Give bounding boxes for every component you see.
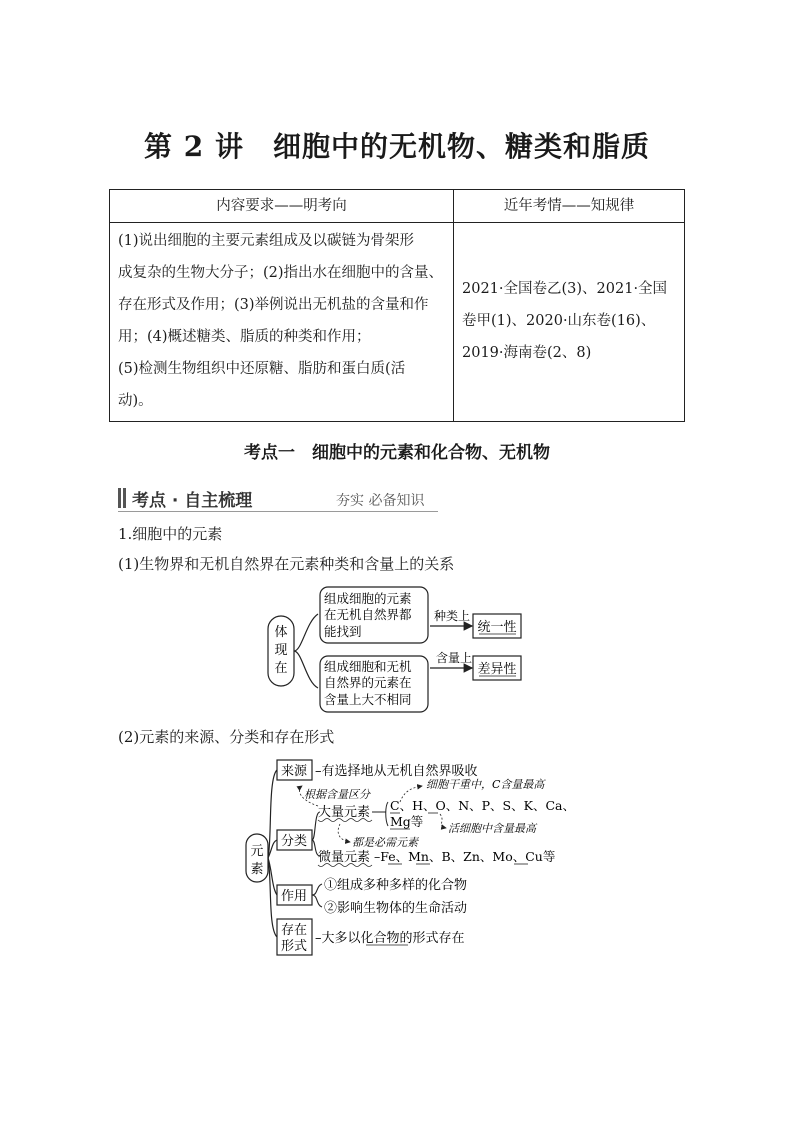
requirement-line: 动)。 [118,393,153,409]
major-elements: C、H、O、N、P、S、K、Ca、 [390,798,575,813]
root-char: 元 [250,844,264,859]
source-text: –有选择地从无机自然界吸收 [315,764,478,779]
root-char: 现 [274,643,288,658]
note-basis: 根据含量区分 [304,788,370,801]
brace-line [386,802,388,826]
note-arrow-fresh [440,814,446,828]
paragraph-elements: 1.细胞中的元素 [118,525,223,543]
section-heading: 考点一 细胞中的元素和化合物、无机物 [244,443,550,463]
root-char: 在 [274,661,288,676]
requirement-line: (5)检测生物组织中还原糖、脂肪和蛋白质(活 [118,361,406,377]
brace-line [312,895,322,907]
form-label: 存在 [280,923,308,938]
requirement-line: 成复杂的生物大分子；(2)指出水在细胞中的含量、 [118,265,444,281]
box-line: 组成细胞的元素 [324,591,412,606]
class-label: 分类 [280,834,308,849]
lecture-title: 第 2 讲 细胞中的无机物、糖类和脂质 [144,130,650,163]
requirement-line: 存在形式及作用；(3)举例说出无机盐的含量和作 [118,297,429,313]
paragraph-relation: (1)生物界和无机自然界在元素种类和含量上的关系 [118,555,455,573]
exam-line: 卷甲(1)、2020·山东卷(16)、 [462,313,656,329]
result-difference: 差异性 [477,662,517,677]
box-line: 能找到 [324,624,362,639]
box-line: 含量上大不相同 [324,692,412,707]
box-line: 自然界的元素在 [324,675,412,690]
brace-line [268,858,277,937]
arrow-label-type: 种类上 [434,609,471,623]
role-item: ②影响生物体的生命活动 [324,901,468,916]
root-char: 素 [250,862,264,877]
note-essential: 都是必需元素 [352,836,418,849]
form-text: –大多以化合物的形式存在 [315,931,465,946]
box-line: 在无机自然界都 [324,607,412,622]
form-label: 形式 [280,939,308,954]
source-label: 来源 [280,764,308,779]
requirement-line: (1)说出细胞的主要元素组成及以碳链为骨架形 [118,233,415,249]
note-dry: 细胞干重中，C含量最高 [426,778,545,791]
exam-line: 2019·海南卷(2、8) [462,345,592,361]
result-unity: 统一性 [477,620,517,635]
note-fresh: 活细胞中含量最高 [448,822,536,835]
table-header-left: 内容要求——明考向 [110,190,454,223]
role-label: 作用 [280,889,308,904]
root-char: 体 [274,625,288,640]
minor-label: 微量元素 [318,850,371,865]
arrow-label-content: 含量上 [436,651,473,665]
requirement-line: 用；(4)概述糖类、脂质的种类和作用； [118,329,371,345]
box-line: 组成细胞和无机 [324,659,412,674]
major-label: 大量元素 [318,805,371,820]
paragraph-source: (2)元素的来源、分类和存在形式 [118,728,335,746]
table-header-right: 近年考情——知规律 [454,190,685,223]
bar-title: 考点 · 自主梳理 [132,491,253,511]
bar-subtitle: 夯实 必备知识 [336,493,425,509]
role-item: ①组成多种多样的化合物 [324,878,468,893]
exam-line: 2021·全国卷乙(3)、2021·全国 [462,281,668,297]
minor-elements: –Fe、Mn、B、Zn、Mo、Cu等 [374,849,556,864]
major-elements: Mg等 [390,814,424,829]
note-arrow-essential [338,824,350,842]
brace-line [312,884,322,895]
